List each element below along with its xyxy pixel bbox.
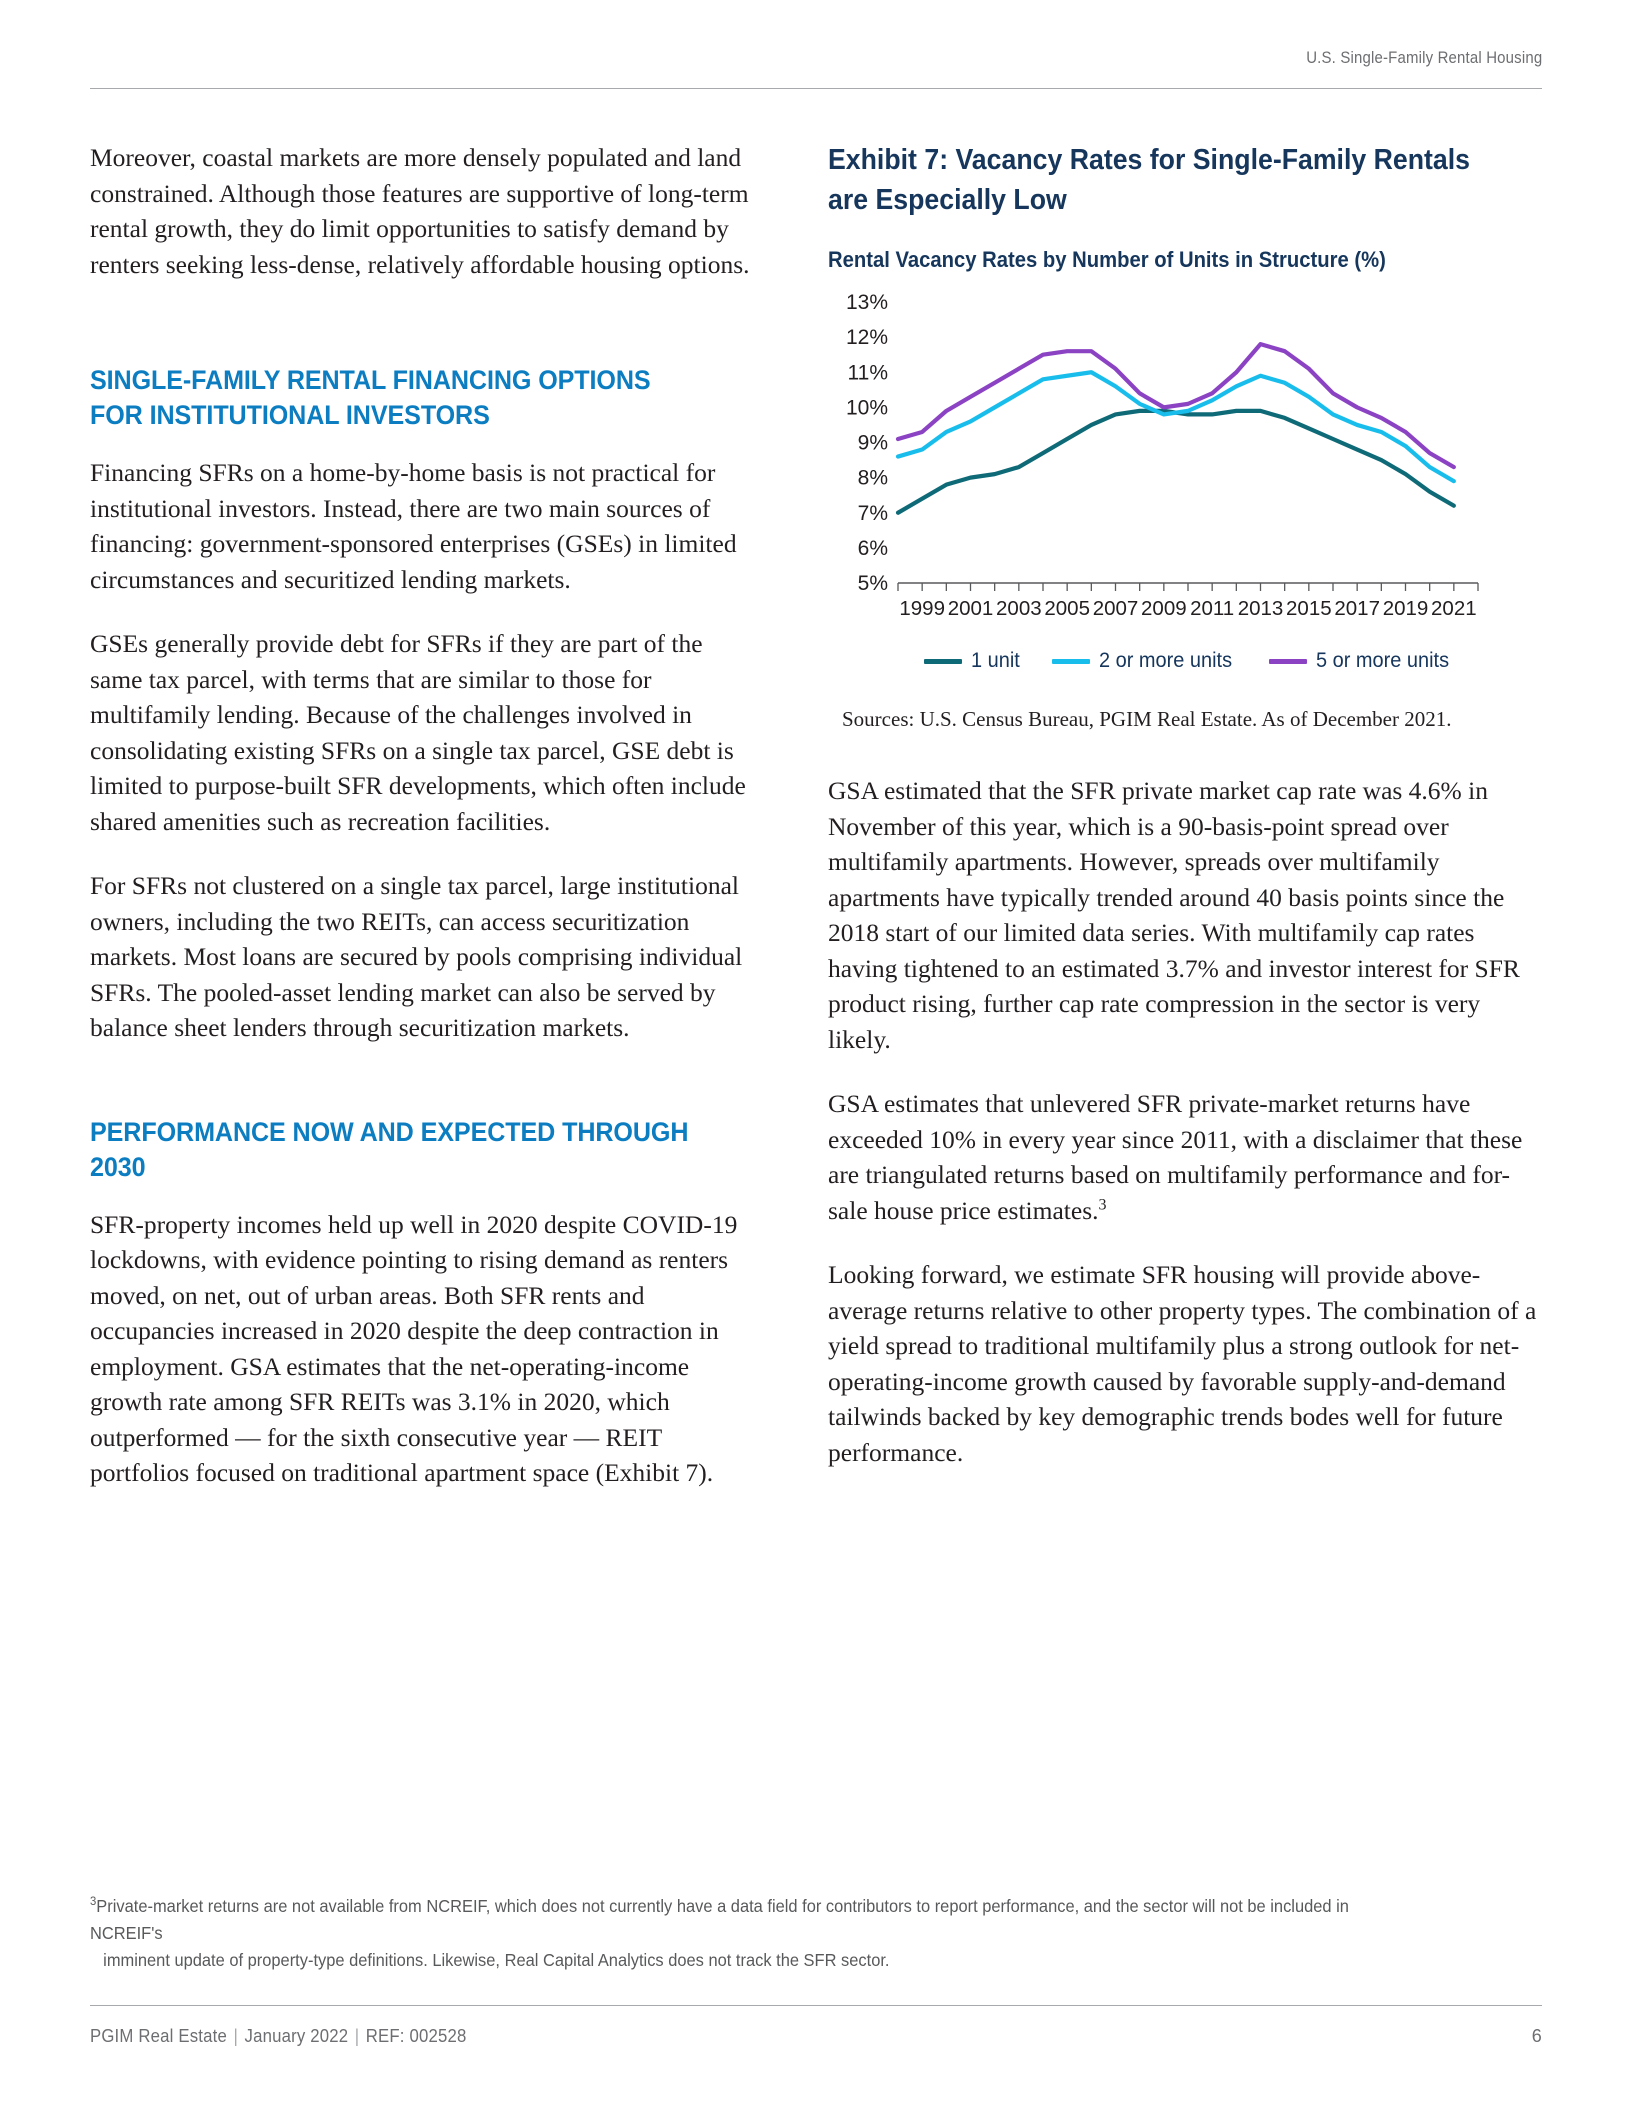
right-paragraph-3: Looking forward, we estimate SFR housing will provide above-average returns relative to other property types. The combination of a yield spread to traditional multifamily plus a strong outlook for net-operating-income growth caused by favorable supply-and-demand tailwinds backed by key demographic trends bodes well for future performance.: [828, 1260, 1537, 1467]
y-axis-tick-label: 5%: [857, 572, 888, 595]
page-number: 6: [1531, 2026, 1542, 2046]
chart-title: Rental Vacancy Rates by Number of Units in Structure (%): [828, 247, 1386, 272]
y-axis-tick-label: 8%: [857, 466, 888, 490]
y-axis-tick-label: 6%: [857, 536, 888, 560]
header-divider: [90, 88, 1542, 89]
page-footer: [90, 2026, 1542, 2047]
chart-series-line: [898, 344, 1454, 467]
footer-ref: REF: 002528: [365, 2026, 467, 2046]
footer-divider: [90, 2005, 1542, 2006]
y-axis-tick-label: 11%: [847, 361, 888, 385]
left-paragraph-3: GSEs generally provide debt for SFRs if they are part of the same tax parcel, with terms that are similar to those for multifamily lending. Because of the challenges involved in consolidating existing SFRs on a single tax parcel, GSE debt is limited to purpose-built SFR developments, which often include shared amenities such as recreation facilities.: [90, 629, 746, 836]
footnote-line-1: Private-market returns are not available from NCREIF, which does not currently have a data field for contributors to report performance, and the sector will not be included in NCREIF's: [90, 1896, 1349, 1943]
y-axis-tick-label: 9%: [857, 431, 888, 455]
left-spacer-1: [90, 311, 750, 363]
chart-sources: Sources: U.S. Census Bureau, PGIM Real Estate. As of December 2021.: [842, 707, 1452, 731]
legend-item-5-or-more-units: [1269, 649, 1456, 673]
legend-swatch-1-unit: [924, 659, 962, 664]
left-paragraph-4: For SFRs not clustered on a single tax parcel, large institutional owners, including the two REITs, can access securitization markets. Most loans are secured by pools comprising individual SFRs. The pooled-asset lending market can also be served by balance sheet lenders through securitization markets.: [90, 871, 743, 1042]
footer-brand: PGIM Real Estate: [90, 2026, 227, 2046]
exhibit-title: Exhibit 7: Vacancy Rates for Single-Family Rentals are Especially Low: [828, 144, 1471, 216]
y-axis-tick-label: 12%: [845, 326, 888, 350]
x-axis-tick-label: 2005: [1044, 597, 1090, 620]
section-heading-financing: SINGLE-FAMILY RENTAL FINANCING OPTIONS FOR INSTITUTIONAL INVESTORS: [90, 365, 651, 430]
right-paragraph-2: [828, 1086, 1542, 1228]
y-axis-tick-label: 7%: [857, 501, 888, 525]
x-axis-tick-label: 1999: [899, 597, 945, 620]
legend-item-1-unit: [924, 649, 1022, 673]
footer-date: January 2022: [244, 2026, 349, 2046]
legend-label-5-or-more-units: 5 or more units: [1316, 649, 1450, 672]
left-paragraph-1: Moreover, coastal markets are more densely populated and land constrained. Although those features are supportive of long-term rental growth, they do limit opportunities to satisfy demand by renters seeking less-dense, relatively affordable housing options.: [90, 143, 750, 279]
y-axis-tick-label: 10%: [845, 396, 888, 420]
legend-item-2-or-more-units: [1052, 649, 1239, 673]
x-axis-tick-label: 2021: [1431, 597, 1477, 620]
page-footnote: [90, 1893, 1406, 1974]
x-axis-tick-label: 2013: [1237, 597, 1284, 620]
chart-series-line: [898, 411, 1454, 513]
left-column: [90, 140, 750, 1491]
x-axis-tick-label: 2003: [996, 597, 1042, 620]
y-axis-tick-label: 13%: [845, 292, 888, 314]
footnote-line-2: imminent update of property-type definitions. Likewise, Real Capital Analytics does not track the SFR sector.: [103, 1950, 890, 1970]
x-axis-tick-label: 2019: [1382, 597, 1429, 620]
left-paragraph-5: SFR-property incomes held up well in 2020 despite COVID-19 lockdowns, with evidence pointing to rising demand as renters moved, on net, out of urban areas. Both SFR rents and occupancies increased in 2020 despite the deep contraction in employment. GSA estimates that the net-operating-income growth rate among SFR REITs was 3.1% in 2020, which outperformed — for the sixth consecutive year — REIT portfolios focused on traditional apartment space (Exhibit 7).: [90, 1209, 738, 1487]
running-header: [90, 48, 1542, 68]
legend-swatch-5-or-more-units: [1269, 659, 1307, 664]
left-paragraph-2: Financing SFRs on a home-by-home basis is not practical for institutional investors. Instead, there are two main sources of financing: government-sponsored enterprises (GSEs) in limited circumstances and securitized lending markets.: [90, 458, 737, 594]
legend-swatch-2-or-more-units: [1052, 659, 1090, 664]
footer-separator-2: |: [354, 2026, 360, 2046]
legend-label-2-or-more-units: 2 or more units: [1099, 649, 1233, 672]
exhibit-7: [828, 140, 1542, 733]
x-axis-tick-label: 2001: [947, 597, 994, 620]
footnote-reference-3: 3: [1098, 1196, 1107, 1213]
right-column: [828, 140, 1542, 1470]
running-header-title: U.S. Single-Family Rental Housing: [1305, 48, 1542, 67]
footer-meta: [90, 2026, 466, 2047]
legend-label-1-unit: 1 unit: [970, 649, 1020, 672]
x-axis-tick-label: 2007: [1092, 597, 1139, 620]
right-spacer-1: [828, 733, 1542, 773]
x-axis-tick-label: 2009: [1141, 597, 1187, 620]
chart-legend: [838, 649, 1542, 673]
x-axis-tick-label: 2011: [1190, 597, 1235, 620]
right-paragraph-1: GSA estimated that the SFR private market cap rate was 4.6% in November of this year, which is a 90-basis-point spread over multifamily apartments. However, spreads over multifamily apartments have typically trended around 40 basis points since the 2018 start of our limited data series. With multifamily cap rates having tightened to an estimated 3.7% and investor interest for SFR product rising, further cap rate compression in the sector is very likely.: [828, 776, 1520, 1054]
left-spacer-2: [90, 1075, 750, 1115]
x-axis-tick-label: 2017: [1334, 597, 1380, 620]
chart-plot-area: [836, 292, 1496, 637]
right-paragraph-2-text: GSA estimates that unlevered SFR private-market returns have exceeded 10% in every year since 2011, with a disclaimer that these are triangulated returns based on multifamily performance and for-sale house price estimates.: [828, 1089, 1523, 1225]
footer-separator-1: |: [233, 2026, 239, 2046]
x-axis-tick-label: 2015: [1286, 597, 1332, 620]
vacancy-rates-line-chart: [836, 292, 1496, 637]
section-heading-performance: PERFORMANCE NOW AND EXPECTED THROUGH 2030: [90, 1116, 689, 1182]
footnote-marker: 3: [90, 1894, 97, 1909]
